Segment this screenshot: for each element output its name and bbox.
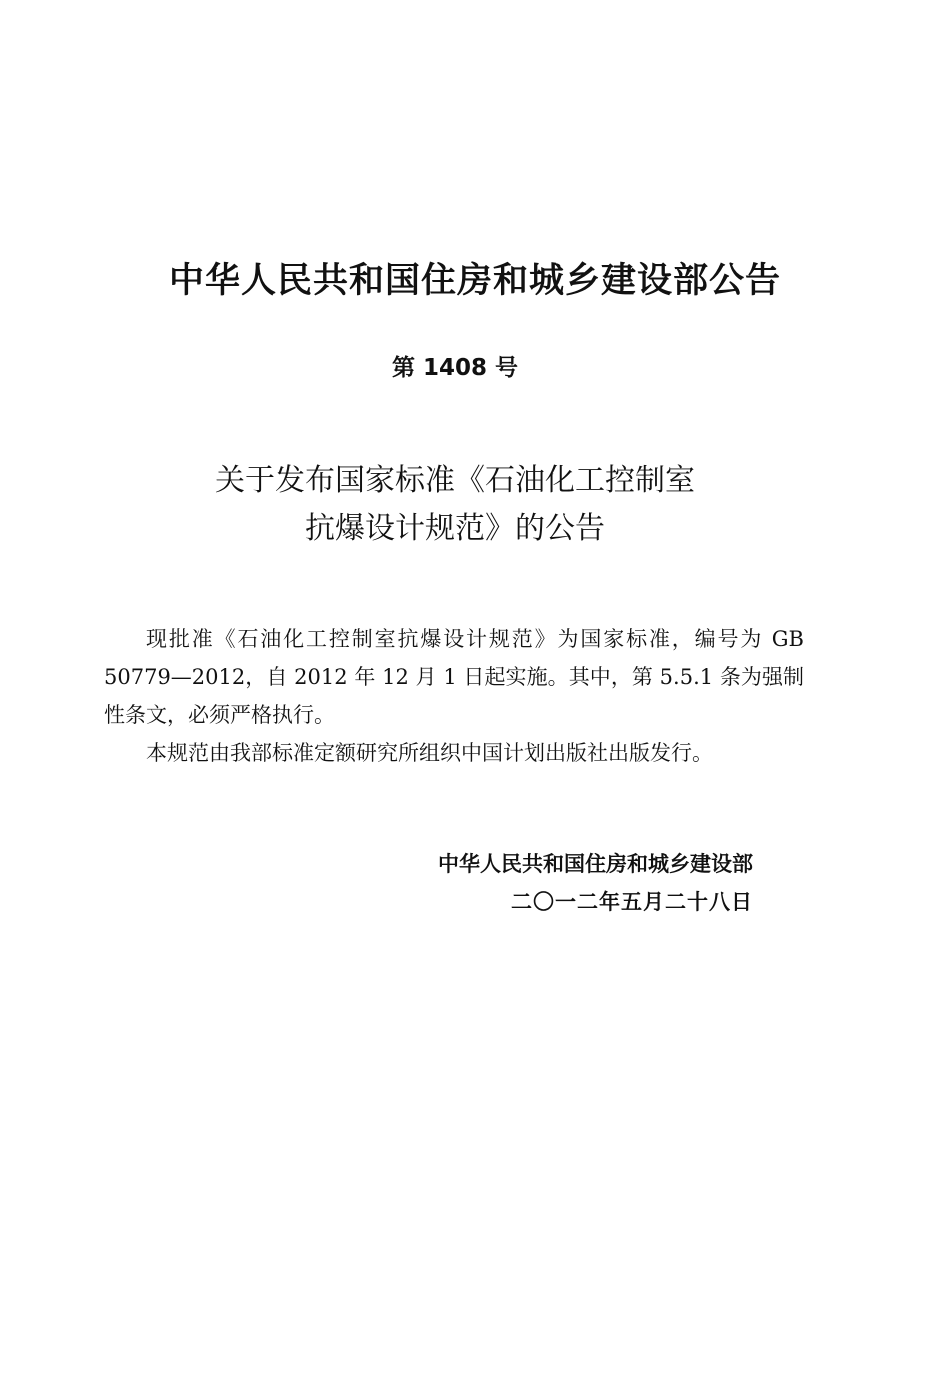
body-paragraph-1: 现批准《石油化工控制室抗爆设计规范》为国家标准，编号为 GB 50779—2012，自 2012 年 12 月 1 日起实施。其中，第 5.5.1 条为强制性条文，必须严格执行。 <box>104 627 804 727</box>
signature-organization: 中华人民共和国住房和城乡建设部 <box>438 852 753 876</box>
subject-line-2: 抗爆设计规范》的公告 <box>305 511 605 546</box>
signature-date: 二〇一二年五月二十八日 <box>511 890 753 914</box>
body-paragraph-2: 本规范由我部标准定额研究所组织中国计划出版社出版发行。 <box>146 741 713 765</box>
subject-line-1: 关于发布国家标准《石油化工控制室 <box>215 463 695 498</box>
document-number: 第 1408 号 <box>391 355 519 381</box>
announcement-subject <box>0 460 910 550</box>
authority-title: 中华人民共和国住房和城乡建设部公告 <box>168 261 781 301</box>
signature-block <box>438 845 753 921</box>
announcement-body <box>104 620 804 772</box>
